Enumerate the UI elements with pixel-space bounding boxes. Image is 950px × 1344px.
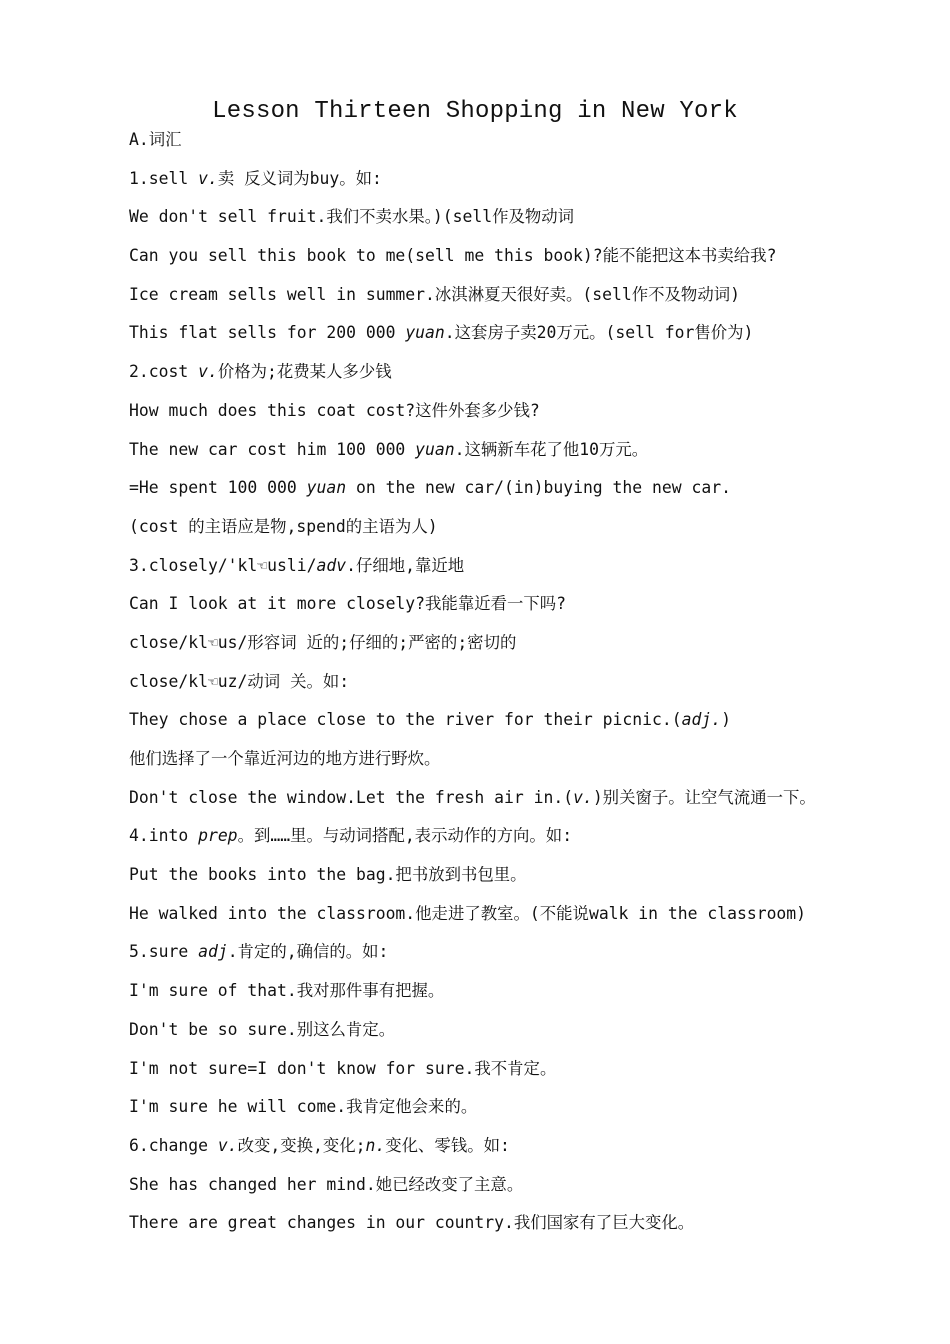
text-line: [129, 979, 929, 1018]
text-line: [129, 863, 929, 902]
text-segment: (cost 的主语应是物,spend的主语为人): [129, 516, 438, 536]
text-line: [129, 1095, 929, 1134]
text-line: [129, 940, 929, 979]
text-segment: 2.cost: [129, 362, 199, 382]
text-line: [129, 592, 929, 631]
text-line: [129, 554, 929, 593]
text-segment: 。到……里。与动词搭配,表示动作的方向。如:: [237, 826, 573, 846]
text-line: [129, 670, 929, 709]
text-segment: I'm sure of that.我对那件事有把握。: [129, 981, 445, 1001]
italic-text: n.: [365, 1135, 386, 1155]
text-line: [129, 399, 929, 438]
text-segment: .仔细地,靠近地: [346, 555, 465, 575]
text-line: [129, 438, 929, 477]
text-segment: She has changed her mind.她已经改变了主意。: [129, 1174, 524, 1194]
text-segment: 1.sell: [129, 168, 199, 188]
text-segment: 改变,变换,变化;: [237, 1135, 366, 1155]
text-line: [129, 1134, 929, 1173]
text-segment: on the new car/(in)buying the new car.: [346, 478, 731, 498]
text-line: [129, 747, 929, 786]
document-title: Lesson Thirteen Shopping in New York: [212, 98, 738, 125]
text-segment: =He spent 100 000: [129, 478, 307, 498]
text-line: [129, 708, 929, 747]
text-line: [129, 786, 929, 825]
text-segment: 卖 反义词为buy。如:: [217, 168, 382, 188]
text-segment: )别关窗子。让空气流通一下。: [592, 787, 816, 807]
text-line: [129, 360, 929, 399]
text-segment: 4.into: [129, 826, 199, 846]
italic-text: yuan: [415, 439, 455, 459]
text-line: [129, 205, 929, 244]
text-segment: Don't close the window.Let the fresh air in.(: [129, 787, 574, 807]
text-segment: close/kl☜uz/动词 关。如:: [129, 671, 350, 691]
text-line: [129, 167, 929, 206]
text-line: [129, 631, 929, 670]
italic-text: prep: [198, 826, 238, 846]
text-segment: Can I look at it more closely?我能靠近看一下吗?: [129, 594, 567, 614]
text-line: [129, 321, 929, 360]
text-segment: 他们选择了一个靠近河边的地方进行野炊。: [129, 749, 441, 768]
text-line: [129, 1057, 929, 1096]
text-line: [129, 902, 929, 941]
text-segment: Put the books into the bag.把书放到书包里。: [129, 865, 527, 885]
text-line: [129, 244, 929, 283]
text-segment: There are great changes in our country.我们国家有了巨大变化。: [129, 1213, 695, 1233]
text-segment: How much does this coat cost?这件外套多少钱?: [129, 400, 540, 420]
text-segment: He walked into the classroom.他走进了教室。(不能说walk in the classroom): [129, 903, 807, 923]
text-segment: .这辆新车花了他10万元。: [454, 439, 649, 459]
italic-text: yuan: [405, 323, 445, 343]
text-line: [129, 1018, 929, 1057]
italic-text: adj.: [681, 710, 722, 730]
italic-text: adv: [316, 555, 347, 575]
italic-text: v.: [573, 787, 593, 807]
text-segment: ): [721, 710, 731, 730]
text-segment: I'm sure he will come.我肯定他会来的。: [129, 1097, 478, 1117]
text-line: [129, 283, 929, 322]
text-segment: 变化、零钱。如:: [385, 1135, 510, 1155]
text-segment: Can you sell this book to me(sell me this book)?能不能把这本书卖给我?: [129, 246, 777, 266]
text-line: [129, 1211, 929, 1250]
text-line: [129, 128, 929, 167]
text-segment: A.词汇: [129, 130, 182, 149]
text-segment: 6.change: [129, 1135, 218, 1155]
italic-text: v.: [198, 168, 218, 188]
text-segment: close/kl☜us/形容词 近的;仔细的;严密的;密切的: [129, 632, 517, 652]
text-segment: We don't sell fruit.我们不卖水果。)(sell作及物动词: [129, 207, 575, 227]
text-segment: 5.sure: [129, 942, 199, 962]
text-segment: They chose a place close to the river for their picnic.(: [129, 710, 682, 730]
text-segment: Don't be so sure.别这么肯定。: [129, 1019, 396, 1039]
text-segment: .肯定的,确信的。如:: [227, 942, 389, 962]
document-body: [129, 128, 929, 1250]
text-segment: .这套房子卖20万元。(sell for售价为): [444, 323, 754, 343]
text-segment: The new car cost him 100 000: [129, 439, 416, 459]
text-segment: 3.closely/'kl☜usli/: [129, 555, 317, 575]
text-line: [129, 515, 929, 554]
text-line: [129, 824, 929, 863]
text-segment: 价格为;花费某人多少钱: [217, 362, 392, 382]
text-segment: Ice cream sells well in summer.冰淇淋夏天很好卖。(sell作不及物动词): [129, 284, 740, 304]
text-segment: This flat sells for 200 000: [129, 323, 406, 343]
text-segment: I'm not sure=I don't know for sure.我不肯定。: [129, 1058, 557, 1078]
italic-text: adj: [198, 942, 228, 962]
text-line: [129, 1173, 929, 1212]
text-line: [129, 476, 929, 515]
italic-text: v.: [217, 1135, 238, 1155]
italic-text: v.: [198, 362, 218, 382]
italic-text: yuan: [306, 478, 347, 498]
